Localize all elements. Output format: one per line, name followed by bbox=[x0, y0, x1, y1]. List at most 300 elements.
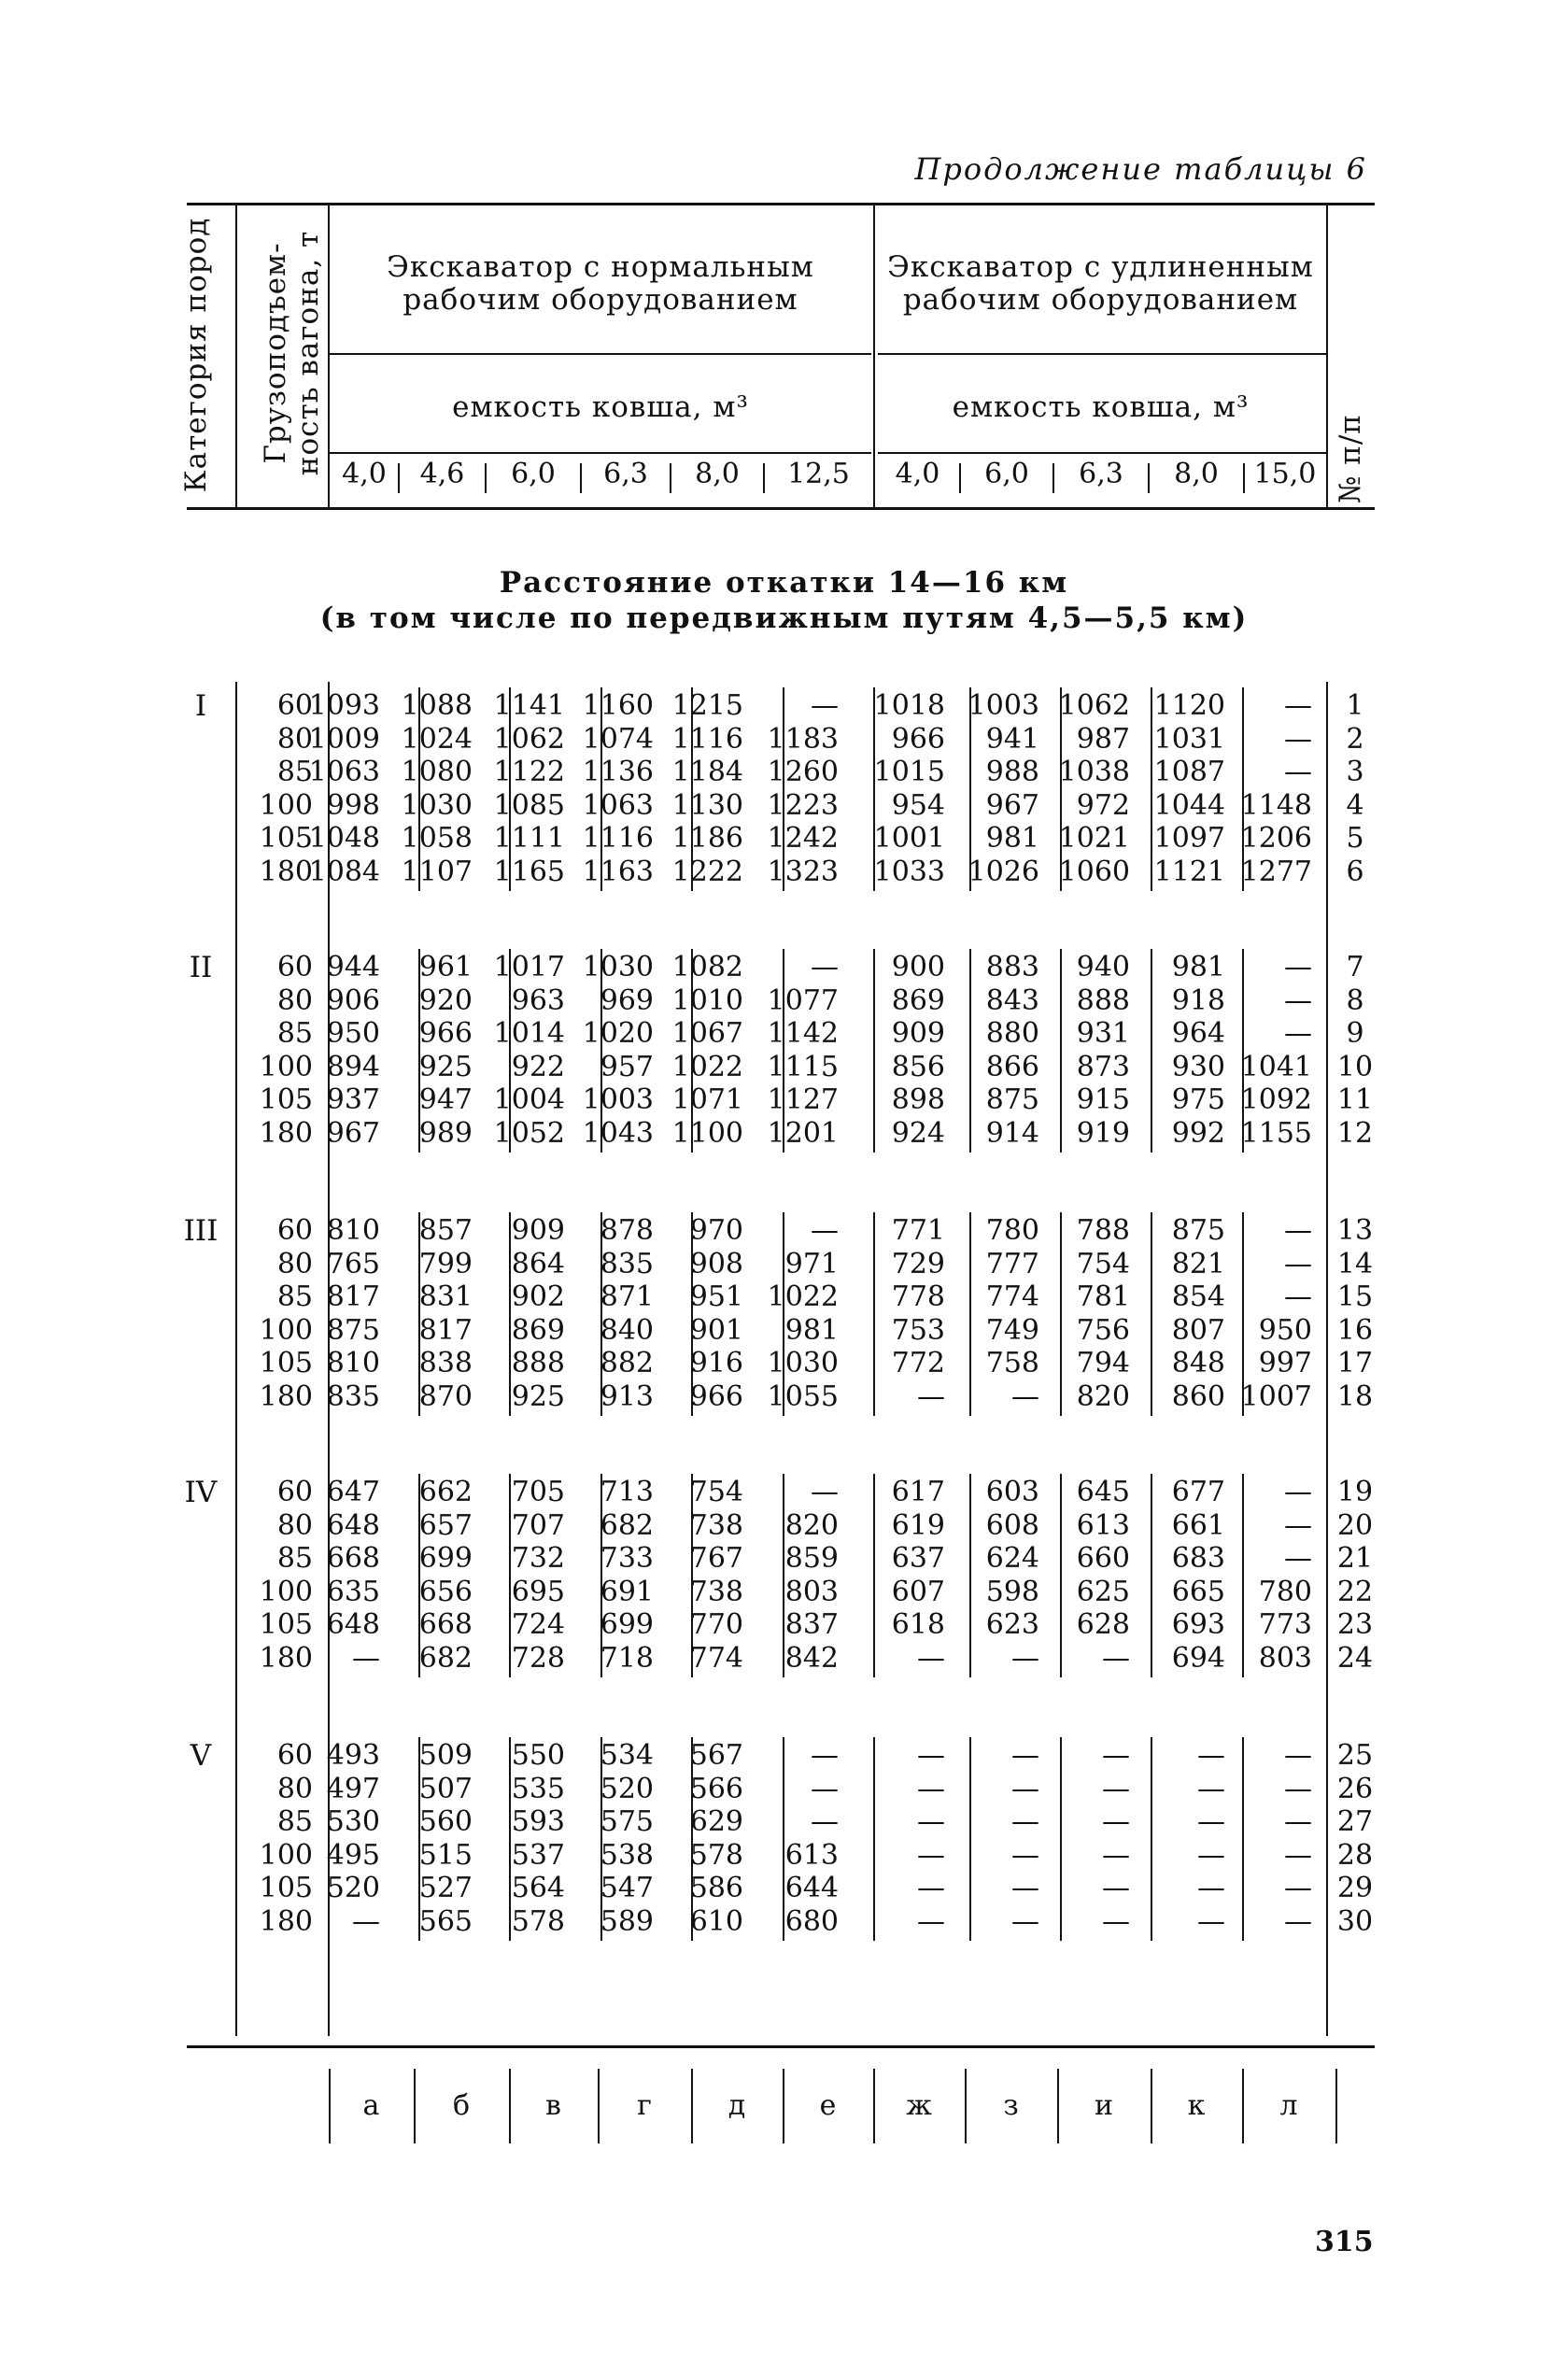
table-cell: 950 bbox=[1258, 1313, 1312, 1347]
footer-separator bbox=[965, 2069, 967, 2143]
table-cell: 950 bbox=[326, 1017, 380, 1050]
table-cell: 777 bbox=[985, 1247, 1039, 1280]
table-cell: 875 bbox=[1171, 1214, 1225, 1247]
bucket-separator bbox=[580, 463, 582, 493]
table-cell: 856 bbox=[891, 1050, 945, 1083]
table-cell: 691 bbox=[600, 1575, 654, 1608]
table-cell: 1074 bbox=[582, 722, 654, 756]
row-number: 8 bbox=[1346, 983, 1364, 1017]
table-cell: 1222 bbox=[671, 855, 743, 888]
table-cell: 728 bbox=[511, 1641, 565, 1675]
table-cell: 1165 bbox=[493, 855, 565, 888]
table-cell: 637 bbox=[891, 1542, 945, 1575]
wagon-capacity: 180 bbox=[259, 1904, 313, 1938]
table-cell: 1026 bbox=[968, 855, 1039, 888]
table-cell: 677 bbox=[1171, 1476, 1225, 1508]
table-cell: 648 bbox=[326, 1508, 380, 1542]
bucket-separator bbox=[959, 463, 961, 493]
table-cell: — bbox=[1284, 1542, 1312, 1575]
table-cell: 1030 bbox=[767, 1347, 839, 1379]
table-cell: 738 bbox=[689, 1575, 743, 1608]
table-cell: 598 bbox=[985, 1575, 1039, 1608]
extended-bucket-subtitle: емкость ковша, м³ bbox=[952, 390, 1250, 424]
table-cell: 794 bbox=[1076, 1347, 1130, 1379]
table-cell: 878 bbox=[600, 1214, 654, 1247]
table-cell: 941 bbox=[985, 722, 1039, 756]
table-cell: 1121 bbox=[1153, 855, 1225, 888]
wagon-capacity: 80 bbox=[276, 1508, 313, 1542]
table-cell: 925 bbox=[511, 1379, 565, 1413]
row-number: 1 bbox=[1346, 689, 1364, 722]
table-cell: 1009 bbox=[308, 722, 380, 756]
column-letter: в bbox=[545, 2089, 561, 2122]
wagon-capacity: 180 bbox=[259, 1641, 313, 1675]
wagon-capacity: 85 bbox=[276, 1542, 313, 1575]
row-number: 30 bbox=[1336, 1904, 1374, 1938]
wagon-capacity: 80 bbox=[276, 1772, 313, 1805]
table-cell: 788 bbox=[1076, 1214, 1130, 1247]
table-cell: 1063 bbox=[582, 788, 654, 822]
table-cell: 875 bbox=[985, 1083, 1039, 1116]
wagon-capacity: 100 bbox=[259, 1838, 313, 1872]
rock-category: V bbox=[190, 1739, 212, 1773]
table-cell: 1031 bbox=[1153, 722, 1225, 756]
header-bucket-rule-normal bbox=[330, 452, 871, 454]
header-top-rule bbox=[187, 203, 1375, 205]
table-cell: 619 bbox=[891, 1508, 945, 1542]
table-cell: — bbox=[1197, 1805, 1225, 1838]
table-cell: 770 bbox=[689, 1608, 743, 1641]
bucket-size-value: 12,5 bbox=[787, 458, 850, 490]
table-cell: 981 bbox=[784, 1313, 839, 1347]
bucket-size-value: 4,6 bbox=[419, 458, 465, 490]
table-cell: 1052 bbox=[493, 1116, 565, 1150]
table-cell: 799 bbox=[418, 1247, 473, 1280]
table-cell: 683 bbox=[1171, 1542, 1225, 1575]
table-cell: 1242 bbox=[767, 822, 839, 855]
table-cell: 662 bbox=[418, 1476, 473, 1508]
header-row-number: № п/п bbox=[1334, 414, 1367, 503]
bucket-separator bbox=[1052, 463, 1054, 493]
wagon-capacity: 105 bbox=[259, 1608, 313, 1641]
table-cell: 607 bbox=[891, 1575, 945, 1608]
table-cell: — bbox=[352, 1641, 380, 1675]
column-letter: з bbox=[1003, 2089, 1019, 2122]
table-cell: 1021 bbox=[1058, 822, 1130, 855]
body-column-rule bbox=[235, 682, 237, 2036]
table-cell: 817 bbox=[326, 1280, 380, 1313]
table-cell: — bbox=[1197, 1872, 1225, 1904]
table-cell: 1223 bbox=[767, 788, 839, 822]
table-cell: — bbox=[1284, 1805, 1312, 1838]
table-cell: 975 bbox=[1171, 1083, 1225, 1116]
table-cell: 495 bbox=[326, 1838, 380, 1872]
page-number: 315 bbox=[1315, 2226, 1374, 2258]
table-cell: 871 bbox=[600, 1280, 654, 1313]
normal-equipment-title-2: рабочим оборудованием bbox=[403, 283, 798, 317]
wagon-capacity: 60 bbox=[276, 951, 313, 983]
table-cell: 966 bbox=[689, 1379, 743, 1413]
table-cell: 695 bbox=[511, 1575, 565, 1608]
table-cell: 733 bbox=[600, 1542, 654, 1575]
table-cell: 1058 bbox=[401, 822, 473, 855]
table-cell: 966 bbox=[891, 722, 945, 756]
table-cell: 682 bbox=[600, 1508, 654, 1542]
table-cell: 989 bbox=[418, 1116, 473, 1150]
table-cell: — bbox=[811, 1772, 839, 1805]
table-cell: 618 bbox=[891, 1608, 945, 1641]
footer-rule bbox=[187, 2045, 1375, 2048]
bucket-size-value: 6,0 bbox=[984, 458, 1029, 490]
table-cell: — bbox=[1197, 1772, 1225, 1805]
table-cell: 1260 bbox=[767, 756, 839, 788]
table-cell: 857 bbox=[418, 1214, 473, 1247]
table-cell: 699 bbox=[600, 1608, 654, 1641]
table-cell: 613 bbox=[1076, 1508, 1130, 1542]
header-divider bbox=[235, 203, 237, 509]
table-cell: 1142 bbox=[767, 1017, 839, 1050]
table-cell: 854 bbox=[1171, 1280, 1225, 1313]
row-number: 6 bbox=[1346, 855, 1364, 888]
table-cell: — bbox=[1284, 689, 1312, 722]
table-cell: 1007 bbox=[1240, 1379, 1312, 1413]
table-cell: 738 bbox=[689, 1508, 743, 1542]
table-cell: — bbox=[1284, 1508, 1312, 1542]
table-cell: — bbox=[1102, 1739, 1130, 1772]
table-cell: 1120 bbox=[1153, 689, 1225, 722]
table-cell: 1018 bbox=[873, 689, 945, 722]
row-number: 22 bbox=[1336, 1575, 1374, 1608]
table-cell: 866 bbox=[985, 1050, 1039, 1083]
rock-category: I bbox=[194, 689, 207, 723]
table-cell: 1277 bbox=[1240, 855, 1312, 888]
table-cell: 1080 bbox=[401, 756, 473, 788]
table-cell: 781 bbox=[1076, 1280, 1130, 1313]
header-bottom-rule bbox=[187, 507, 1375, 510]
footer-separator bbox=[691, 2069, 693, 2143]
header-capacity-line1: Грузоподъем- bbox=[259, 242, 292, 464]
table-cell: — bbox=[1197, 1904, 1225, 1938]
table-cell: 1063 bbox=[308, 756, 380, 788]
table-cell: 843 bbox=[985, 983, 1039, 1017]
table-cell: 613 bbox=[784, 1838, 839, 1872]
table-cell: 660 bbox=[1076, 1542, 1130, 1575]
header-mid-rule-extended bbox=[878, 353, 1326, 355]
table-cell: 623 bbox=[985, 1608, 1039, 1641]
table-cell: 680 bbox=[784, 1904, 839, 1938]
table-cell: 1077 bbox=[767, 983, 839, 1017]
table-cell: 902 bbox=[511, 1280, 565, 1313]
table-cell: 668 bbox=[418, 1608, 473, 1641]
table-cell: 1014 bbox=[493, 1017, 565, 1050]
table-cell: 713 bbox=[600, 1476, 654, 1508]
wagon-capacity: 180 bbox=[259, 1116, 313, 1150]
table-cell: 1017 bbox=[493, 951, 565, 983]
table-cell: — bbox=[1197, 1838, 1225, 1872]
table-cell: 1033 bbox=[873, 855, 945, 888]
table-cell: 925 bbox=[418, 1050, 473, 1083]
column-letter: е bbox=[819, 2089, 837, 2122]
table-cell: 931 bbox=[1076, 1017, 1130, 1050]
table-cell: 873 bbox=[1076, 1050, 1130, 1083]
bucket-size-value: 6,3 bbox=[1079, 458, 1123, 490]
table-cell: 1111 bbox=[493, 822, 565, 855]
extended-equipment-title-1: Экскаватор с удлиненным bbox=[887, 250, 1314, 284]
table-cell: 1062 bbox=[493, 722, 565, 756]
row-number: 13 bbox=[1336, 1214, 1374, 1247]
table-cell: 564 bbox=[511, 1872, 565, 1904]
table-cell: 589 bbox=[600, 1904, 654, 1938]
wagon-capacity: 80 bbox=[276, 983, 313, 1017]
footer-separator bbox=[873, 2069, 875, 2143]
row-number: 26 bbox=[1336, 1772, 1374, 1805]
row-number: 18 bbox=[1336, 1379, 1374, 1413]
table-cell: 944 bbox=[326, 951, 380, 983]
table-cell: 1115 bbox=[767, 1050, 839, 1083]
table-cell: 530 bbox=[326, 1805, 380, 1838]
footer-separator bbox=[329, 2069, 331, 2143]
table-cell: 624 bbox=[985, 1542, 1039, 1575]
table-cell: 1097 bbox=[1153, 822, 1225, 855]
table-cell: 665 bbox=[1171, 1575, 1225, 1608]
header-category: Категория пород bbox=[179, 217, 213, 493]
table-cell: 967 bbox=[985, 788, 1039, 822]
table-cell: 930 bbox=[1171, 1050, 1225, 1083]
row-number: 27 bbox=[1336, 1805, 1374, 1838]
table-cell: 699 bbox=[418, 1542, 473, 1575]
table-cell: 1122 bbox=[493, 756, 565, 788]
table-cell: — bbox=[917, 1838, 945, 1872]
table-cell: 1084 bbox=[308, 855, 380, 888]
column-letter: и bbox=[1095, 2089, 1113, 2122]
bucket-size-value: 8,0 bbox=[1174, 458, 1219, 490]
wagon-capacity: 85 bbox=[276, 756, 313, 788]
wagon-capacity: 60 bbox=[276, 1739, 313, 1772]
row-number: 3 bbox=[1346, 756, 1364, 788]
table-cell: 1044 bbox=[1153, 788, 1225, 822]
table-cell: 520 bbox=[326, 1872, 380, 1904]
table-cell: 981 bbox=[985, 822, 1039, 855]
table-cell: 1148 bbox=[1240, 788, 1312, 822]
table-cell: 729 bbox=[891, 1247, 945, 1280]
table-cell: 831 bbox=[418, 1280, 473, 1313]
table-cell: 810 bbox=[326, 1214, 380, 1247]
bucket-size-value: 6,0 bbox=[511, 458, 556, 490]
table-cell: 635 bbox=[326, 1575, 380, 1608]
row-number: 24 bbox=[1336, 1641, 1374, 1675]
table-cell: — bbox=[917, 1772, 945, 1805]
table-cell: 1160 bbox=[582, 689, 654, 722]
bucket-size-value: 15,0 bbox=[1253, 458, 1317, 490]
table-cell: 966 bbox=[418, 1017, 473, 1050]
wagon-capacity: 80 bbox=[276, 722, 313, 756]
table-cell: 954 bbox=[891, 788, 945, 822]
table-cell: 625 bbox=[1076, 1575, 1130, 1608]
table-cell: 972 bbox=[1076, 788, 1130, 822]
table-cell: — bbox=[917, 1379, 945, 1413]
row-number: 23 bbox=[1336, 1608, 1374, 1641]
table-cell: — bbox=[917, 1872, 945, 1904]
table-cell: 957 bbox=[600, 1050, 654, 1083]
table-cell: 767 bbox=[689, 1542, 743, 1575]
table-cell: 870 bbox=[418, 1379, 473, 1413]
table-cell: 753 bbox=[891, 1313, 945, 1347]
table-cell: 1201 bbox=[767, 1116, 839, 1150]
table-cell: 1038 bbox=[1058, 756, 1130, 788]
table-cell: 1067 bbox=[671, 1017, 743, 1050]
header-divider bbox=[1326, 203, 1328, 509]
wagon-capacity: 100 bbox=[259, 788, 313, 822]
table-cell: 882 bbox=[600, 1347, 654, 1379]
table-cell: 1062 bbox=[1058, 689, 1130, 722]
table-cell: 835 bbox=[326, 1379, 380, 1413]
wagon-capacity: 80 bbox=[276, 1247, 313, 1280]
table-cell: 1163 bbox=[582, 855, 654, 888]
table-cell: — bbox=[917, 1805, 945, 1838]
table-cell: — bbox=[1102, 1872, 1130, 1904]
table-cell: 1186 bbox=[671, 822, 743, 855]
footer-separator bbox=[414, 2069, 416, 2143]
table-cell: 971 bbox=[784, 1247, 839, 1280]
table-cell: 888 bbox=[1076, 983, 1130, 1017]
table-cell: 869 bbox=[511, 1313, 565, 1347]
table-cell: 1022 bbox=[767, 1280, 839, 1313]
row-number: 19 bbox=[1336, 1476, 1374, 1508]
table-cell: 1003 bbox=[968, 689, 1039, 722]
wagon-capacity: 85 bbox=[276, 1805, 313, 1838]
table-cell: 648 bbox=[326, 1608, 380, 1641]
table-cell: 900 bbox=[891, 951, 945, 983]
table-cell: 617 bbox=[891, 1476, 945, 1508]
table-cell: 880 bbox=[985, 1017, 1039, 1050]
table-cell: 644 bbox=[784, 1872, 839, 1904]
table-cell: 772 bbox=[891, 1347, 945, 1379]
row-number: 4 bbox=[1346, 788, 1364, 822]
table-cell: 1022 bbox=[671, 1050, 743, 1083]
row-number: 16 bbox=[1336, 1313, 1374, 1347]
rock-category: III bbox=[183, 1214, 219, 1248]
table-cell: 608 bbox=[985, 1508, 1039, 1542]
table-cell: 493 bbox=[326, 1739, 380, 1772]
table-cell: 1082 bbox=[671, 951, 743, 983]
normal-equipment-title-1: Экскаватор с нормальным bbox=[387, 250, 814, 284]
table-cell: 657 bbox=[418, 1508, 473, 1542]
table-cell: — bbox=[1011, 1641, 1039, 1675]
table-cell: 756 bbox=[1076, 1313, 1130, 1347]
table-cell: 869 bbox=[891, 983, 945, 1017]
table-cell: 835 bbox=[600, 1247, 654, 1280]
column-letter: б bbox=[452, 2089, 471, 2122]
section-subtitle: (в том числе по передвижным путям 4,5—5,5 км) bbox=[319, 601, 1249, 635]
wagon-capacity: 60 bbox=[276, 1214, 313, 1247]
wagon-capacity: 105 bbox=[259, 1083, 313, 1116]
table-cell: 1141 bbox=[493, 689, 565, 722]
table-cell: 967 bbox=[326, 1116, 380, 1150]
table-cell: 1116 bbox=[671, 722, 743, 756]
table-cell: 859 bbox=[784, 1542, 839, 1575]
wagon-capacity: 85 bbox=[276, 1280, 313, 1313]
wagon-capacity: 100 bbox=[259, 1313, 313, 1347]
table-cell: 964 bbox=[1171, 1017, 1225, 1050]
footer-separator bbox=[1057, 2069, 1059, 2143]
table-cell: 1043 bbox=[582, 1116, 654, 1150]
table-cell: 537 bbox=[511, 1838, 565, 1872]
bucket-size-value: 8,0 bbox=[695, 458, 740, 490]
table-cell: 1130 bbox=[671, 788, 743, 822]
bucket-size-value: 4,0 bbox=[342, 458, 387, 490]
table-cell: 1215 bbox=[671, 689, 743, 722]
table-cell: 515 bbox=[418, 1838, 473, 1872]
table-cell: 754 bbox=[1076, 1247, 1130, 1280]
table-cell: 773 bbox=[1258, 1608, 1312, 1641]
table-cell: — bbox=[1197, 1739, 1225, 1772]
table-cell: 922 bbox=[511, 1050, 565, 1083]
table-cell: 520 bbox=[600, 1772, 654, 1805]
table-cell: 883 bbox=[985, 951, 1039, 983]
bucket-separator bbox=[670, 463, 671, 493]
table-cell: — bbox=[1102, 1805, 1130, 1838]
table-cell: 567 bbox=[689, 1739, 743, 1772]
table-cell: 1041 bbox=[1240, 1050, 1312, 1083]
table-cell: 1087 bbox=[1153, 756, 1225, 788]
table-cell: 992 bbox=[1171, 1116, 1225, 1150]
column-letter: л bbox=[1279, 2089, 1298, 2122]
table-cell: 1020 bbox=[582, 1017, 654, 1050]
table-cell: — bbox=[1284, 1872, 1312, 1904]
table-cell: 901 bbox=[689, 1313, 743, 1347]
row-number: 2 bbox=[1346, 722, 1364, 756]
table-cell: — bbox=[1284, 1247, 1312, 1280]
column-letter: ж bbox=[906, 2089, 932, 2122]
bucket-separator bbox=[398, 463, 400, 493]
table-cell: 535 bbox=[511, 1772, 565, 1805]
table-cell: 1183 bbox=[767, 722, 839, 756]
table-cell: — bbox=[1102, 1904, 1130, 1938]
table-cell: 610 bbox=[689, 1904, 743, 1938]
table-cell: 705 bbox=[511, 1476, 565, 1508]
rock-category: II bbox=[189, 951, 213, 984]
table-cell: 1088 bbox=[401, 689, 473, 722]
table-cell: 645 bbox=[1076, 1476, 1130, 1508]
row-number: 5 bbox=[1346, 822, 1364, 855]
wagon-capacity: 180 bbox=[259, 855, 313, 888]
table-cell: 527 bbox=[418, 1872, 473, 1904]
table-cell: 1206 bbox=[1240, 822, 1312, 855]
table-cell: 534 bbox=[600, 1739, 654, 1772]
wagon-capacity: 180 bbox=[259, 1379, 313, 1413]
bucket-separator bbox=[485, 463, 487, 493]
table-cell: 1015 bbox=[873, 756, 945, 788]
table-cell: — bbox=[811, 1739, 839, 1772]
table-cell: 969 bbox=[600, 983, 654, 1017]
table-cell: 550 bbox=[511, 1739, 565, 1772]
row-number: 17 bbox=[1336, 1347, 1374, 1379]
wagon-capacity: 60 bbox=[276, 1476, 313, 1508]
table-cell: — bbox=[1284, 1838, 1312, 1872]
column-letter: а bbox=[362, 2089, 380, 2122]
bucket-size-value: 4,0 bbox=[895, 458, 940, 490]
row-number: 11 bbox=[1336, 1083, 1374, 1116]
table-cell: 732 bbox=[511, 1542, 565, 1575]
table-cell: 916 bbox=[689, 1347, 743, 1379]
wagon-capacity: 105 bbox=[259, 1872, 313, 1904]
table-cell: 693 bbox=[1171, 1608, 1225, 1641]
table-cell: 1055 bbox=[767, 1379, 839, 1413]
table-cell: 924 bbox=[891, 1116, 945, 1150]
table-cell: — bbox=[1102, 1838, 1130, 1872]
table-cell: 1127 bbox=[767, 1083, 839, 1116]
table-cell: 774 bbox=[689, 1641, 743, 1675]
